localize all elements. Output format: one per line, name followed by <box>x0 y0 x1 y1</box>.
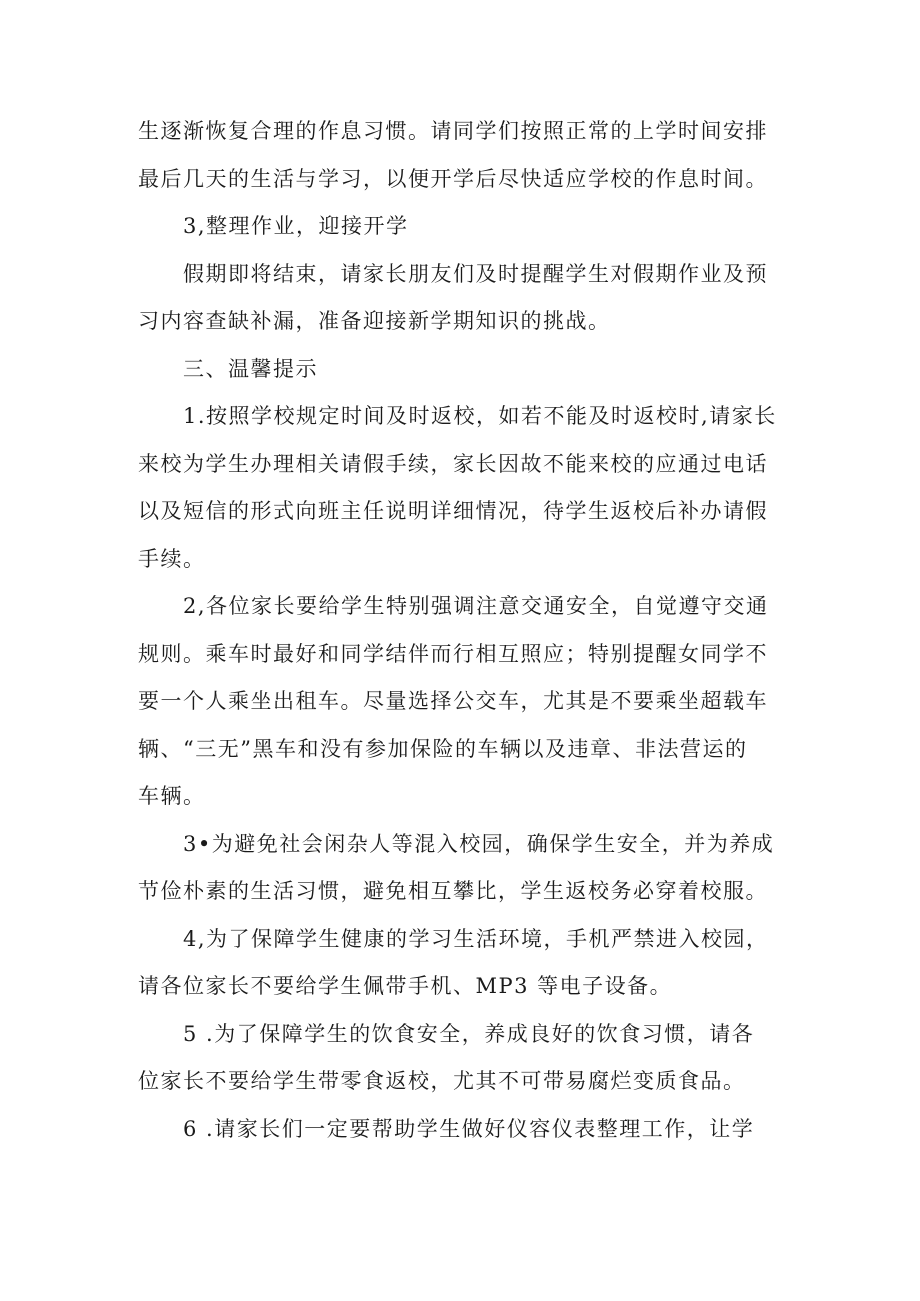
text-line: 5 .为了保障学生的饮食安全，养成良好的饮食习惯，请各 <box>183 1021 755 1046</box>
text-line: 车辆。 <box>138 784 206 808</box>
text-line: 辆、“三无”黑车和没有参加保险的车辆以及违章、非法营运的 <box>138 736 748 761</box>
text-line: 4,为了保障学生健康的学习生活环境，手机严禁进入校园， <box>183 926 769 951</box>
text-line: 节俭朴素的生活习惯，避免相互攀比，学生返校务必穿着校服。 <box>138 879 768 903</box>
text-line: 位家长不要给学生带零食返校，尤其不可带易腐烂变质食品。 <box>138 1069 746 1093</box>
text-line: 假期即将结束，请家长朋友们及时提醒学生对假期作业及预 <box>183 261 768 286</box>
section-heading: 三、温馨提示 <box>183 356 318 381</box>
text-line: 最后几天的生活与学习，以便开学后尽快适应学校的作息时间。 <box>138 166 768 191</box>
text-line: 手续。 <box>138 546 206 571</box>
text-line: 以及短信的形式向班主任说明详细情况，待学生返校后补办请假 <box>138 499 768 523</box>
text-line: 3•为避免社会闲杂人等混入校园，确保学生安全，并为养成 <box>183 831 775 856</box>
text-line: 6 .请家长们一定要帮助学生做好仪容仪表整理工作，让学 <box>183 1116 755 1141</box>
text-line: 2,各位家长要给学生特别强调注意交通安全，自觉遵守交通 <box>183 594 769 618</box>
text-line: 规则。乘车时最好和同学结伴而行相互照应；特别提醒女同学不 <box>138 641 768 666</box>
document-body <box>138 108 798 1153</box>
text-line: 生逐渐恢复合理的作息习惯。请同学们按照正常的上学时间安排 <box>138 119 768 143</box>
text-line: 要一个人乘坐出租车。尽量选择公交车，尤其是不要乘坐超载车 <box>138 689 768 713</box>
text-line: 习内容查缺补漏，准备迎接新学期知识的挑战。 <box>138 309 611 333</box>
text-line: 请各位家长不要给学生佩带手机、MP3 等电子设备。 <box>138 974 673 998</box>
text-line: 来校为学生办理相关请假手续，家长因故不能来校的应通过电话 <box>138 451 768 476</box>
text-line: 1.按照学校规定时间及时返校，如若不能及时返校时,请家长 <box>183 404 777 428</box>
section-heading: 3,整理作业，迎接开学 <box>183 214 409 238</box>
